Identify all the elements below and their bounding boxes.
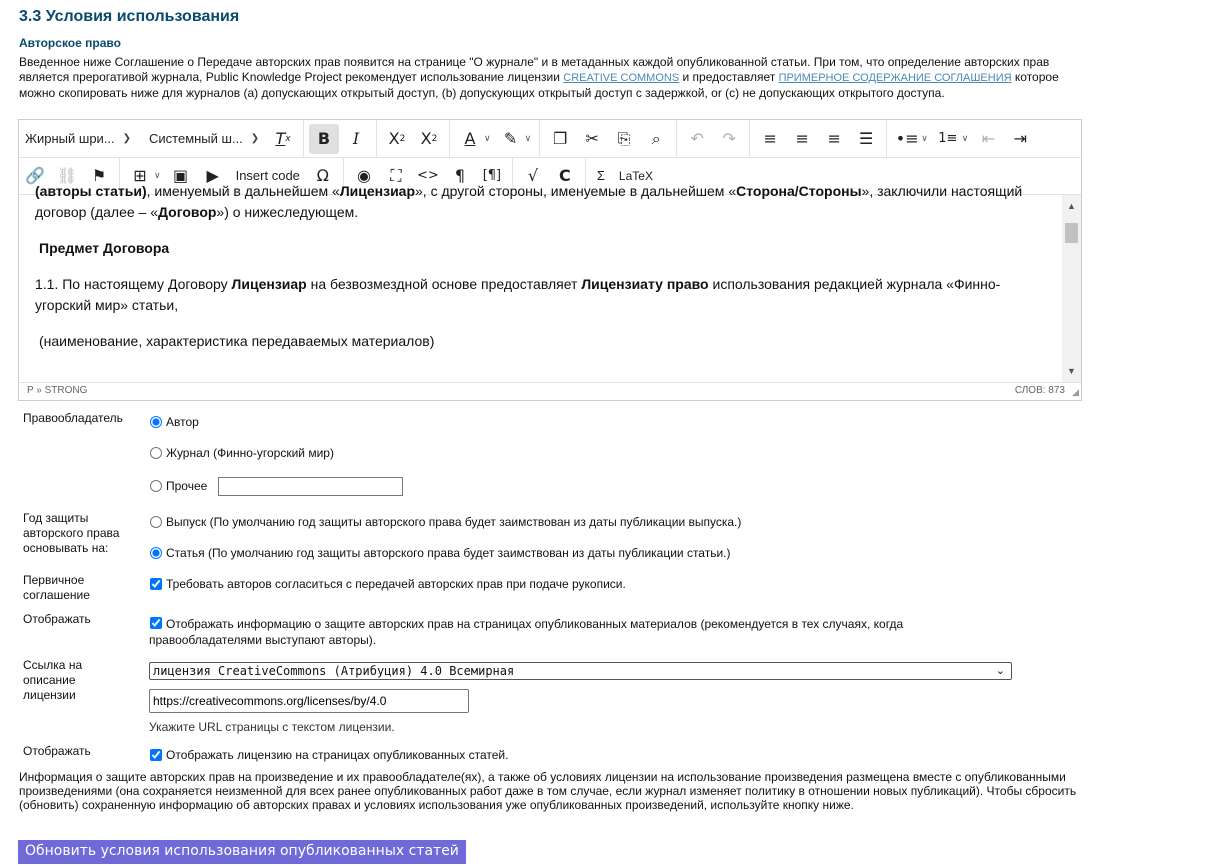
agreement-heading: Предмет Договора (39, 240, 170, 256)
align-justify-icon[interactable]: ☰ (859, 129, 874, 148)
toolbar-separator (376, 120, 377, 157)
display-license-label: Отображать (23, 744, 91, 758)
highlight-color-icon[interactable]: ✎ (503, 129, 518, 148)
show-blocks-icon[interactable]: ¶ (454, 166, 466, 185)
bookmark-icon[interactable]: ⚑ (91, 166, 107, 185)
holder-radio-author[interactable] (150, 416, 162, 428)
chemistry-icon[interactable]: C (559, 166, 571, 185)
option-label: Журнал (Финно-угорский мир) (166, 446, 334, 460)
display-license-option[interactable] (149, 748, 508, 762)
subsection-title: Авторское право (19, 36, 121, 50)
bullet-list-icon[interactable]: •≡ (895, 129, 919, 148)
insert-code-button[interactable]: Insert code (235, 168, 300, 183)
font-dropdown-label: Системный ш... (149, 131, 243, 146)
holder-other-input[interactable] (218, 477, 403, 496)
holder-radio-other[interactable] (150, 480, 162, 492)
numbered-list-icon[interactable]: 1≡ (938, 131, 958, 146)
option-label: Прочее (166, 479, 208, 493)
clear-format-icon[interactable]: T x (275, 129, 291, 148)
scroll-up-icon[interactable]: ▲ (1067, 201, 1076, 211)
text-color-icon[interactable]: A (464, 129, 476, 148)
license-url-hint: Укажите URL страницы с текстом лицензии. (149, 720, 395, 734)
intro-text (19, 55, 1069, 101)
display-copyright-option[interactable] (149, 616, 1009, 648)
intro-part: которое можно скопировать ниже для журналов (a) допускающих открытый доступ, (b) допускующих открытый доступ с задержкой, or (c) не допускающих открытого доступа. (19, 70, 1059, 100)
preview-icon[interactable]: ◉ (356, 166, 371, 185)
math-root-icon[interactable]: √ (527, 166, 539, 185)
format-dropdown[interactable] (19, 124, 143, 154)
holder-option-author[interactable] (149, 415, 199, 429)
align-right-icon[interactable]: ≡ (827, 129, 841, 148)
copyright-holder-label: Правообладатель (23, 411, 123, 425)
reset-info-text: Информация о защите авторских прав на произведение и их правообладателе(ях), а также об условиях лицензии на использование произведения размещена вместе с опубликованными произведениями (она сохраняется неизменной для всех ранее опубликованных работ даже в том случае, если журнал изменяет политику в отношении новых публикаций). Чтобы сбросить (обновить) сохраненную информацию об авторских правах и условиях использования уже опубликованных произведений, используйте кнопку ниже. (19, 770, 1077, 812)
option-label: Отображать лицензию на страницах опубликованных статей. (166, 748, 509, 762)
sigma-icon[interactable]: Σ (596, 168, 605, 183)
toolbar-separator (676, 120, 677, 157)
license-url-label: Ссылка на описание лицензии (23, 658, 83, 702)
holder-option-other[interactable] (149, 479, 207, 493)
editor-statusbar (19, 382, 1081, 400)
option-label: Автор (166, 415, 199, 429)
paste-icon[interactable]: ⎘ (617, 128, 631, 148)
latex-button[interactable]: LaTeX (618, 168, 653, 183)
superscript-icon[interactable]: X 2 (420, 129, 438, 148)
font-dropdown[interactable] (143, 124, 267, 154)
toolbar-separator (749, 120, 750, 157)
align-left-icon[interactable]: ≡ (763, 129, 777, 148)
indent-icon[interactable]: ⇥ (1013, 129, 1028, 148)
intro-part: и предоставляет (679, 70, 779, 84)
source-code-icon[interactable]: <> (417, 168, 439, 183)
update-licenses-button[interactable]: Обновить условия использования опубликованных статей (18, 840, 466, 864)
italic-icon[interactable]: I (352, 129, 360, 148)
option-label: Требовать авторов согласиться с передачей авторских прав при подаче рукописи. (166, 577, 626, 591)
toolbar-separator (303, 120, 304, 157)
sample-agreement-link[interactable]: ПРИМЕРНОЕ СОДЕРЖАНИЕ СОГЛАШЕНИЯ (778, 72, 1012, 84)
outdent-icon[interactable]: ⇤ (981, 129, 996, 148)
license-selected-value: лицензия CreativeCommons (Атрибуция) 4.0 Всемирная (153, 664, 515, 678)
rich-text-editor[interactable] (18, 119, 1082, 401)
require-agreement-checkbox[interactable] (150, 578, 162, 590)
redo-icon[interactable]: ↷ (722, 129, 736, 148)
toolbar-separator (449, 120, 450, 157)
option-label: Статья (По умолчанию год защиты авторского права будет заимствован из даты публикации статьи.) (166, 546, 731, 560)
copyright-year-label: Год защиты авторского права основывать на: (23, 511, 120, 555)
copy-icon[interactable]: ❐ (553, 129, 568, 148)
agreement-paragraph: 1.1. По настоящему Договору Лицензиар на безвозмездной основе предоставляет Лицензиату право использования редакцией журнала «Финно-угорский мир» статьи, (35, 276, 1001, 313)
agreement-paragraph: (авторы статьи), именуемый в дальнейшем «Лицензиар», с другой стороны, именуемые в дальнейшем «Сторона/Стороны», заключили настоящий договор (далее – «Договор») о нижеследующем. (35, 183, 1023, 220)
holder-option-journal[interactable] (149, 446, 334, 460)
require-agreement-option[interactable] (149, 577, 626, 591)
year-option-issue[interactable] (149, 515, 741, 529)
creative-commons-link[interactable]: CREATIVE COMMONS (563, 72, 680, 84)
undo-icon[interactable]: ↶ (690, 129, 704, 148)
year-radio-article[interactable] (150, 547, 162, 559)
bold-icon[interactable]: B (309, 124, 339, 154)
year-option-article[interactable] (149, 546, 731, 560)
section-title: 3.3 Условия использования (19, 8, 240, 25)
initial-agreement-label: Первичное соглашение (23, 573, 90, 602)
chevron-down-icon[interactable]: ∨ (961, 133, 969, 143)
special-char-icon[interactable]: Ω (316, 166, 330, 185)
chevron-down-icon: ⌄ (995, 664, 1005, 677)
display-copyright-checkbox[interactable] (150, 617, 162, 629)
chevron-down-icon[interactable]: ∨ (484, 133, 491, 143)
media-icon[interactable]: ▶ (206, 166, 219, 185)
toolbar-separator (886, 120, 887, 157)
license-url-input[interactable] (149, 689, 469, 713)
word-count: СЛОВ: 873 (1014, 385, 1065, 396)
year-radio-issue[interactable] (150, 516, 162, 528)
chevron-down-icon[interactable]: ∨ (154, 170, 161, 180)
chevron-down-icon: ❯ (122, 133, 132, 144)
agreement-paragraph: (наименование, характеристика передаваемых материалов) (39, 333, 435, 349)
editor-toolbar-row-1 (19, 120, 1081, 158)
scroll-down-icon[interactable]: ▼ (1067, 366, 1076, 376)
option-label: Отображать информацию о защите авторских прав на страницах опубликованных материалов (рекомендуется в тех случаях, когда правообладателями выступают авторы). (149, 617, 904, 647)
chevron-down-icon: ❯ (250, 133, 260, 144)
fullscreen-icon[interactable]: ⛶ (390, 165, 402, 185)
option-label: Выпуск (По умолчанию год защиты авторского права будет заимствован из даты публикации выпуска.) (166, 515, 742, 529)
visual-blocks-icon[interactable]: [¶] (482, 168, 502, 183)
format-dropdown-label: Жирный шри... (25, 131, 115, 146)
unlink-icon[interactable]: ⛓ (56, 166, 78, 185)
chevron-down-icon[interactable]: ∨ (921, 133, 928, 143)
scrollbar-thumb[interactable] (1065, 223, 1078, 243)
search-icon[interactable]: ⌕ (651, 128, 661, 148)
align-center-icon[interactable]: ≡ (795, 129, 809, 148)
subscript-icon[interactable]: X 2 (388, 129, 406, 148)
intro-part: Введенное ниже Соглашение о Передаче авторских прав появится на странице "О журнале" и в метаданных каждой опубликованной статьи. При том, что определение авторских прав является прерогативой журнала, Public Knowledge Project рекомендует использование лицензии (19, 55, 1050, 84)
toolbar-separator (539, 120, 540, 157)
resize-handle-icon[interactable]: ◢ (1072, 387, 1079, 397)
holder-radio-journal[interactable] (150, 447, 162, 459)
editor-scrollbar[interactable] (1062, 195, 1081, 382)
table-icon[interactable]: ⊞ (133, 166, 147, 185)
display-license-checkbox[interactable] (150, 749, 162, 761)
cut-icon[interactable]: ✂ (585, 129, 599, 148)
license-select[interactable] (149, 662, 1012, 680)
link-icon[interactable]: 🔗 (25, 166, 45, 185)
display-copyright-label: Отображать (23, 612, 91, 626)
image-icon[interactable]: ▣ (173, 166, 189, 185)
element-path[interactable]: P » STRONG (27, 385, 88, 396)
editor-content[interactable] (19, 183, 1061, 382)
chevron-down-icon[interactable]: ∨ (524, 133, 532, 143)
